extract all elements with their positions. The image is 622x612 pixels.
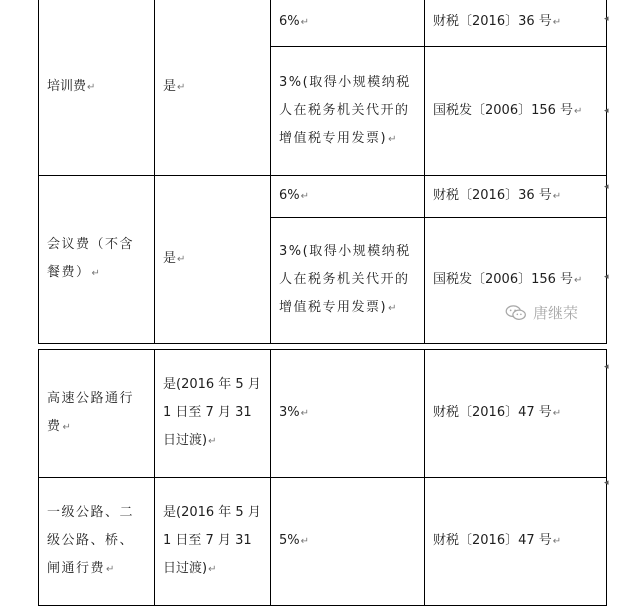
paragraph-mark: ↵ — [300, 536, 310, 547]
paragraph-mark: ↵ — [87, 81, 96, 93]
paragraph-mark: ↵ — [177, 254, 186, 265]
applies-cell — [155, 478, 271, 606]
paragraph-mark: ↵ — [388, 303, 398, 314]
rate-cell — [271, 176, 425, 218]
row-end-mark: ◂ — [604, 478, 609, 488]
basis-text: 财税〔2016〕47 号 — [433, 533, 552, 548]
item-cell — [39, 350, 155, 478]
rate-text: 3%(取得小规模纳税人在税务机关代开的增值税专用发票) — [279, 74, 411, 146]
basis-cell — [425, 218, 607, 344]
item-cell — [39, 478, 155, 606]
item-text: 会议费（不含餐费） — [47, 237, 135, 280]
paragraph-mark: ↵ — [552, 536, 562, 547]
paragraph-mark: ↵ — [208, 436, 217, 447]
watermark-text: 唐继荣 — [533, 304, 579, 322]
vat-deduction-table-top — [38, 0, 607, 344]
paragraph-mark: ↵ — [552, 17, 562, 29]
paragraph-mark: ↵ — [300, 17, 310, 29]
basis-cell — [425, 47, 607, 176]
wechat-icon — [505, 305, 527, 321]
paragraph-mark: ↵ — [91, 268, 102, 279]
paragraph-mark: ↵ — [106, 564, 116, 575]
row-end-mark: ◂ — [604, 182, 609, 192]
rate-cell — [271, 47, 425, 176]
applies-text: 是(2016 年 5 月 1 日至 7 月 31 日过渡) — [163, 505, 261, 576]
basis-text: 国税发〔2006〕156 号 — [433, 102, 574, 118]
paragraph-mark: ↵ — [552, 408, 562, 419]
basis-text: 财税〔2016〕36 号 — [433, 14, 552, 30]
basis-cell — [425, 176, 607, 218]
table-row — [39, 350, 607, 478]
rate-text: 5% — [279, 533, 300, 548]
rate-cell — [271, 478, 425, 606]
rate-text: 3% — [279, 405, 300, 420]
paragraph-mark: ↵ — [388, 133, 398, 145]
table-row — [39, 478, 607, 606]
table-row — [39, 0, 607, 47]
paragraph-mark: ↵ — [177, 81, 186, 93]
paragraph-mark: ↵ — [574, 105, 583, 117]
item-text: 培训费 — [47, 78, 87, 94]
paragraph-mark: ↵ — [62, 422, 73, 433]
item-cell — [39, 0, 155, 176]
paragraph-mark: ↵ — [208, 564, 217, 575]
table-row — [39, 176, 607, 218]
row-end-mark: ◂ — [604, 14, 609, 24]
row-end-mark: ◂ — [604, 272, 609, 282]
applies-cell — [155, 350, 271, 478]
basis-cell — [425, 478, 607, 606]
basis-text: 财税〔2016〕47 号 — [433, 405, 552, 420]
basis-cell — [425, 350, 607, 478]
paragraph-mark: ↵ — [574, 275, 583, 286]
paragraph-mark: ↵ — [300, 191, 310, 202]
applies-cell — [155, 176, 271, 344]
paragraph-mark: ↵ — [300, 408, 310, 419]
basis-text: 国税发〔2006〕156 号 — [433, 272, 574, 287]
applies-cell — [155, 0, 271, 176]
rate-text: 6% — [279, 14, 300, 30]
applies-text: 是(2016 年 5 月 1 日至 7 月 31 日过渡) — [163, 377, 261, 448]
watermark — [505, 302, 578, 323]
item-cell — [39, 176, 155, 344]
item-text: 高速公路通行费 — [47, 391, 135, 434]
vat-deduction-table-bottom — [38, 349, 607, 606]
rate-cell — [271, 0, 425, 47]
applies-text: 是 — [163, 78, 177, 94]
rate-text: 3%(取得小规模纳税人在税务机关代开的增值税专用发票) — [279, 244, 411, 315]
rate-cell — [271, 218, 425, 344]
row-end-mark: ◂ — [604, 362, 609, 372]
basis-cell — [425, 0, 607, 47]
paragraph-mark: ↵ — [552, 191, 562, 202]
applies-text: 是 — [163, 251, 177, 266]
basis-text: 财税〔2016〕36 号 — [433, 188, 552, 203]
row-end-mark: ◂ — [604, 106, 609, 116]
item-text: 一级公路、二级公路、桥、闸通行费 — [47, 505, 135, 576]
rate-text: 6% — [279, 188, 300, 203]
rate-cell — [271, 350, 425, 478]
